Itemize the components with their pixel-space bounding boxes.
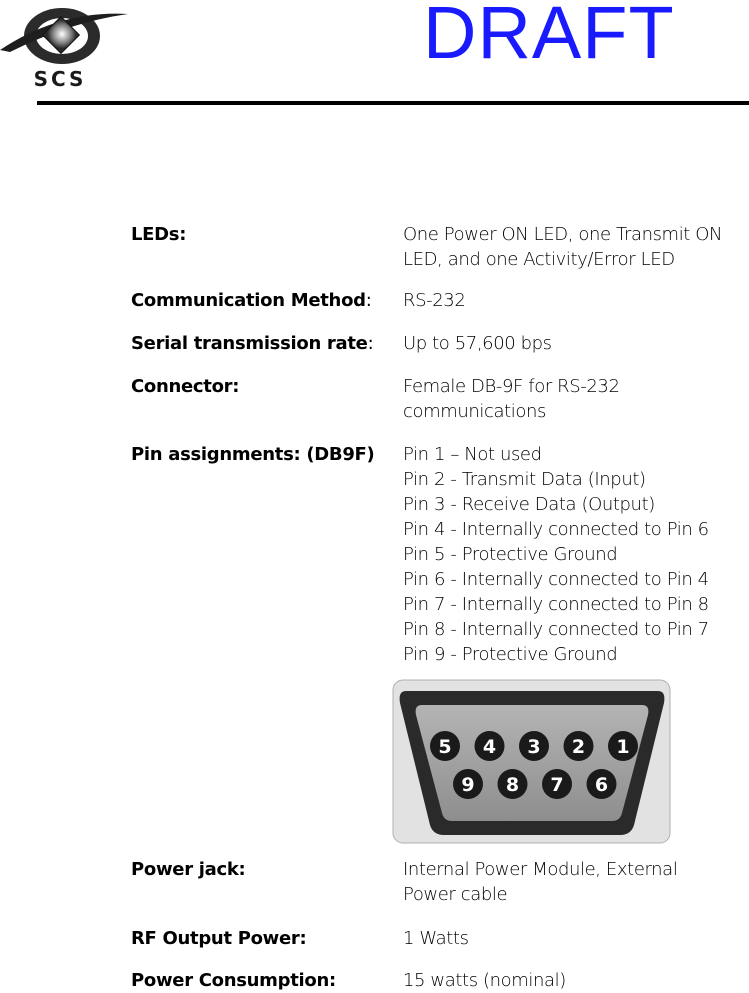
connector-pin-7 <box>542 769 572 799</box>
spec-value-line: Pin 4 - Internally connected to Pin 6 <box>403 519 709 540</box>
spec-value <box>403 331 743 356</box>
spec-value-line: Power cable <box>403 884 508 905</box>
spec-value <box>403 222 743 272</box>
spec-value-line: communications <box>403 401 546 422</box>
pin-number: 6 <box>594 774 609 796</box>
pin-number: 1 <box>616 736 630 758</box>
spec-label <box>131 288 371 313</box>
spec-value-line: 15 watts (nominal) <box>403 970 566 991</box>
draft-watermark: DRAFT <box>423 0 675 74</box>
spec-label-text: Connector: <box>131 376 240 397</box>
pin-number: 5 <box>438 736 452 758</box>
spec-label-colon: : <box>365 290 372 311</box>
spec-value <box>403 374 743 424</box>
spec-label-colon: : <box>367 333 374 354</box>
spec-label <box>131 222 186 247</box>
pin-number: 7 <box>550 774 564 796</box>
spec-label-text: Power jack: <box>131 859 246 880</box>
scs-logo <box>0 0 130 92</box>
connector-pin-4 <box>475 731 505 761</box>
connector-pin-6 <box>587 769 617 799</box>
spec-value <box>403 442 743 667</box>
spec-value-line: Up to 57,600 bps <box>403 333 552 354</box>
spec-label <box>131 331 373 356</box>
connector-pin-2 <box>564 731 594 761</box>
db9-connector-diagram <box>392 679 672 845</box>
spec-label-text: Serial transmission rate <box>131 333 368 354</box>
spec-value-line: Pin 7 - Internally connected to Pin 8 <box>403 594 709 615</box>
spec-value-line: Pin 9 - Protective Ground <box>403 644 618 665</box>
spec-label-text: Communication Method <box>131 290 366 311</box>
connector-pin-5 <box>430 731 460 761</box>
pin-number: 2 <box>571 736 586 758</box>
spec-label-text: RF Output Power: <box>131 928 307 949</box>
spec-value <box>403 968 743 993</box>
spec-value-line: Pin 5 - Protective Ground <box>403 544 618 565</box>
connector-pin-9 <box>453 769 483 799</box>
spec-label <box>131 442 374 467</box>
connector-pin-3 <box>519 731 549 761</box>
spec-value <box>403 857 743 907</box>
spec-label-text: Power Consumption: <box>131 970 336 991</box>
pin-number: 4 <box>482 736 497 758</box>
spec-value-line: Pin 6 - Internally connected to Pin 4 <box>403 569 709 590</box>
connector-pin-1 <box>608 731 638 761</box>
spec-label <box>131 857 245 882</box>
spec-value-line: One Power ON LED, one Transmit ON <box>403 224 723 245</box>
spec-value-line: Pin 2 - Transmit Data (Input) <box>403 469 646 490</box>
header-rule <box>37 101 749 105</box>
connector-face <box>416 705 649 821</box>
pin-number: 3 <box>527 736 541 758</box>
spec-label <box>131 968 336 993</box>
spec-value-line: LED, and one Activity/Error LED <box>403 249 675 270</box>
spec-value-line: Female DB-9F for RS-232 <box>403 376 620 397</box>
logo-text: SCS <box>33 67 87 91</box>
spec-value-line: Pin 8 - Internally connected to Pin 7 <box>403 619 709 640</box>
spec-label-text: LEDs: <box>131 224 187 245</box>
connector-pin-8 <box>498 769 528 799</box>
spec-value-line: Pin 3 - Receive Data (Output) <box>403 494 655 515</box>
spec-value <box>403 288 743 313</box>
spec-label <box>131 374 239 399</box>
spec-value-line: Pin 1 – Not used <box>403 444 542 465</box>
spec-value-line: 1 Watts <box>403 928 469 949</box>
pin-number: 8 <box>505 774 520 796</box>
spec-value <box>403 926 743 951</box>
spec-value-line: RS-232 <box>403 290 466 311</box>
spec-label <box>131 926 306 951</box>
spec-value-line: Internal Power Module, External <box>403 859 678 880</box>
spec-label-text: Pin assignments: (DB9F) <box>131 444 375 465</box>
pin-number: 9 <box>461 774 475 796</box>
